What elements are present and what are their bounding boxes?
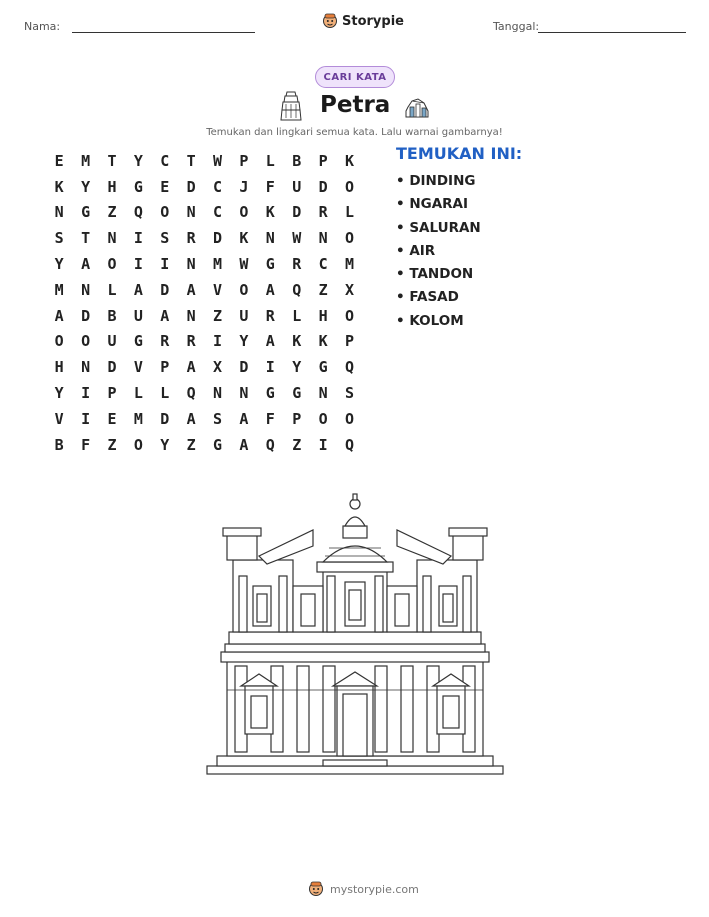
grid-letter[interactable]: F (265, 177, 275, 196)
grid-letter[interactable]: T (107, 151, 117, 170)
grid-letter[interactable]: R (186, 229, 196, 248)
grid-letter[interactable]: M (213, 255, 223, 274)
grid-letter[interactable]: D (239, 358, 249, 377)
grid-letter[interactable]: I (81, 409, 91, 428)
grid-letter[interactable]: O (239, 203, 249, 222)
grid-letter[interactable]: S (213, 409, 223, 428)
grid-letter[interactable]: G (292, 384, 302, 403)
grid-letter[interactable]: Q (186, 384, 196, 403)
grid-letter[interactable]: L (265, 151, 275, 170)
grid-letter[interactable]: N (81, 280, 91, 299)
grid-letter[interactable]: J (239, 177, 249, 196)
grid-letter[interactable]: W (213, 151, 223, 170)
grid-letter[interactable]: L (344, 203, 354, 222)
grid-letter[interactable]: U (292, 177, 302, 196)
grid-letter[interactable]: M (344, 255, 354, 274)
grid-letter[interactable]: P (318, 151, 328, 170)
grid-letter[interactable]: O (81, 332, 91, 351)
grid-letter[interactable]: A (239, 409, 249, 428)
word-list-item: • SALURAN (396, 219, 481, 236)
grid-letter[interactable]: I (318, 435, 328, 454)
grid-letter[interactable]: T (186, 151, 196, 170)
grid-letter[interactable]: V (54, 409, 64, 428)
grid-letter[interactable]: R (318, 203, 328, 222)
grid-letter[interactable]: V (213, 280, 223, 299)
grid-letter[interactable]: E (160, 177, 170, 196)
grid-letter[interactable]: N (265, 229, 275, 248)
grid-letter[interactable]: R (292, 255, 302, 274)
name-label: Nama: (24, 20, 61, 33)
word-list-item: • AIR (396, 242, 436, 259)
word-list-item: • NGARAI (396, 196, 469, 213)
grid-letter[interactable]: A (186, 358, 196, 377)
date-label: Tanggal: (493, 20, 540, 33)
grid-letter[interactable]: M (54, 280, 64, 299)
grid-letter[interactable]: P (239, 151, 249, 170)
grid-letter[interactable]: Y (81, 177, 91, 196)
grid-letter[interactable]: Z (107, 203, 117, 222)
brand-logo (322, 12, 404, 30)
grid-letter[interactable]: O (133, 435, 143, 454)
grid-letter[interactable]: R (160, 332, 170, 351)
page-title: Petra (320, 92, 391, 118)
grid-letter[interactable]: Y (160, 435, 170, 454)
grid-letter[interactable]: O (344, 409, 354, 428)
word-list-item: • FASAD (396, 289, 459, 306)
grid-letter[interactable]: I (133, 229, 143, 248)
grid-letter[interactable]: A (160, 306, 170, 325)
grid-letter[interactable]: G (213, 435, 223, 454)
grid-letter[interactable]: K (54, 177, 64, 196)
grid-letter[interactable]: B (54, 435, 64, 454)
grid-letter[interactable]: D (292, 203, 302, 222)
grid-letter[interactable]: C (160, 151, 170, 170)
grid-letter[interactable]: K (318, 332, 328, 351)
grid-letter[interactable]: A (81, 255, 91, 274)
grid-letter[interactable]: O (344, 229, 354, 248)
grid-letter[interactable]: L (292, 306, 302, 325)
grid-letter[interactable]: Y (54, 255, 64, 274)
grid-letter[interactable]: D (107, 358, 117, 377)
grid-letter[interactable]: N (239, 384, 249, 403)
grid-letter[interactable]: M (81, 151, 91, 170)
grid-letter[interactable]: O (239, 280, 249, 299)
footer-url[interactable]: mystorypie.com (330, 882, 419, 896)
grid-letter[interactable]: L (133, 384, 143, 403)
grid-letter[interactable]: U (239, 306, 249, 325)
petra-treasury-illustration (205, 490, 505, 780)
word-list-title: TEMUKAN INI: (396, 144, 523, 163)
grid-letter[interactable]: X (344, 280, 354, 299)
grid-letter[interactable]: L (107, 280, 117, 299)
grid-letter[interactable]: L (160, 384, 170, 403)
word-list-item: • DINDING (396, 173, 476, 189)
grid-letter[interactable]: R (265, 306, 275, 325)
grid-letter[interactable]: Q (292, 280, 302, 299)
grid-letter[interactable]: C (318, 255, 328, 274)
grid-letter[interactable]: W (292, 229, 302, 248)
grid-letter[interactable]: P (292, 409, 302, 428)
grid-letter[interactable]: Q (265, 435, 275, 454)
grid-letter[interactable]: K (265, 203, 275, 222)
grid-letter[interactable]: N (213, 384, 223, 403)
grid-letter[interactable]: O (160, 203, 170, 222)
ruins-icon-right (404, 95, 430, 119)
grid-letter[interactable]: N (318, 229, 328, 248)
footer (308, 880, 419, 898)
grid-letter[interactable]: Z (292, 435, 302, 454)
grid-letter[interactable]: K (344, 151, 354, 170)
grid-letter[interactable]: U (107, 332, 117, 351)
storypie-mascot-icon (308, 880, 324, 898)
grid-letter[interactable]: Q (344, 435, 354, 454)
grid-letter[interactable]: Z (186, 435, 196, 454)
grid-letter[interactable]: Y (133, 151, 143, 170)
grid-letter[interactable]: I (133, 255, 143, 274)
grid-letter[interactable]: K (292, 332, 302, 351)
grid-letter[interactable]: I (81, 384, 91, 403)
grid-letter[interactable]: G (81, 203, 91, 222)
grid-letter[interactable]: N (186, 255, 196, 274)
grid-letter[interactable]: B (107, 306, 117, 325)
grid-letter[interactable]: S (344, 384, 354, 403)
grid-letter[interactable]: E (107, 409, 117, 428)
grid-letter[interactable]: O (107, 255, 117, 274)
grid-letter[interactable]: A (54, 306, 64, 325)
grid-letter[interactable]: I (265, 358, 275, 377)
grid-letter[interactable]: A (265, 280, 275, 299)
grid-letter[interactable]: H (107, 177, 117, 196)
grid-letter[interactable]: E (54, 151, 64, 170)
grid-letter[interactable]: G (133, 332, 143, 351)
grid-letter[interactable]: A (265, 332, 275, 351)
grid-letter[interactable]: T (81, 229, 91, 248)
brand-name: Storypie (342, 13, 404, 29)
grid-letter[interactable]: Z (107, 435, 117, 454)
grid-letter[interactable]: B (292, 151, 302, 170)
grid-letter[interactable]: P (107, 384, 117, 403)
grid-letter[interactable]: U (133, 306, 143, 325)
grid-letter[interactable]: A (186, 280, 196, 299)
grid-letter[interactable]: Q (133, 203, 143, 222)
name-line (72, 32, 255, 33)
storypie-mascot-icon (322, 12, 338, 30)
grid-letter[interactable]: G (133, 177, 143, 196)
grid-letter[interactable]: A (133, 280, 143, 299)
word-list (396, 170, 481, 333)
grid-letter[interactable]: G (265, 384, 275, 403)
grid-letter[interactable]: A (186, 409, 196, 428)
grid-letter[interactable]: K (239, 229, 249, 248)
grid-letter[interactable]: I (213, 332, 223, 351)
grid-letter[interactable]: Z (318, 280, 328, 299)
word-search-grid (46, 148, 363, 458)
grid-letter[interactable]: P (344, 332, 354, 351)
instructions: Temukan dan lingkari semua kata. Lalu warnai gambarnya! (206, 127, 503, 138)
grid-letter[interactable]: H (318, 306, 328, 325)
grid-letter[interactable]: D (318, 177, 328, 196)
grid-letter[interactable]: Z (213, 306, 223, 325)
grid-letter[interactable]: O (344, 306, 354, 325)
grid-letter[interactable]: C (213, 203, 223, 222)
date-line (538, 32, 686, 33)
grid-letter[interactable]: H (54, 358, 64, 377)
grid-letter[interactable]: N (186, 203, 196, 222)
grid-letter[interactable]: O (54, 332, 64, 351)
grid-letter[interactable]: D (213, 229, 223, 248)
grid-letter[interactable]: Q (344, 358, 354, 377)
grid-letter[interactable]: N (186, 306, 196, 325)
grid-letter[interactable]: M (133, 409, 143, 428)
grid-letter[interactable]: V (133, 358, 143, 377)
grid-letter[interactable]: C (213, 177, 223, 196)
grid-letter[interactable]: N (54, 203, 64, 222)
grid-letter[interactable]: O (344, 177, 354, 196)
grid-letter[interactable]: P (160, 358, 170, 377)
grid-letter[interactable]: N (318, 384, 328, 403)
word-list-item: • KOLOM (396, 312, 464, 329)
grid-letter[interactable]: W (239, 255, 249, 274)
grid-letter[interactable]: N (81, 358, 91, 377)
grid-letter[interactable]: F (81, 435, 91, 454)
grid-letter[interactable]: N (107, 229, 117, 248)
grid-letter[interactable]: X (213, 358, 223, 377)
word-list-item: • TANDON (396, 266, 474, 283)
grid-letter[interactable]: S (54, 229, 64, 248)
grid-letter[interactable]: I (160, 255, 170, 274)
treasury-icon-left (280, 90, 302, 122)
activity-badge: CARI KATA (315, 66, 395, 88)
grid-letter[interactable]: D (81, 306, 91, 325)
grid-letter[interactable]: Y (54, 384, 64, 403)
grid-letter[interactable]: O (318, 409, 328, 428)
grid-letter[interactable]: S (160, 229, 170, 248)
grid-letter[interactable]: F (265, 409, 275, 428)
grid-letter[interactable]: G (265, 255, 275, 274)
grid-letter[interactable]: R (186, 332, 196, 351)
grid-letter[interactable]: D (160, 280, 170, 299)
grid-letter[interactable]: D (160, 409, 170, 428)
grid-letter[interactable]: A (239, 435, 249, 454)
grid-letter[interactable]: Y (239, 332, 249, 351)
grid-letter[interactable]: Y (292, 358, 302, 377)
grid-letter[interactable]: D (186, 177, 196, 196)
grid-letter[interactable]: G (318, 358, 328, 377)
